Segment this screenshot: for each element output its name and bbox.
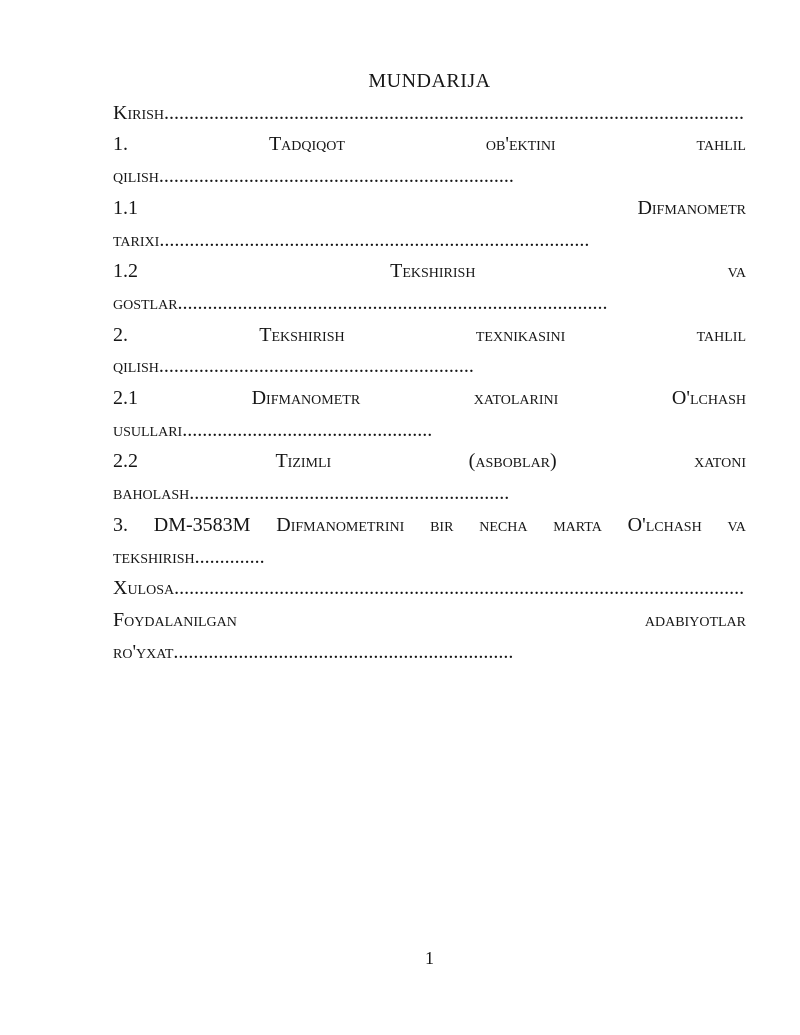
toc-entry bbox=[113, 510, 746, 573]
toc-entry-line: tarixi...................................................................................... bbox=[113, 228, 590, 251]
toc-word: Tadqiqot bbox=[268, 133, 345, 156]
toc-entry bbox=[113, 446, 746, 509]
toc-word: Tekshirish bbox=[390, 260, 476, 283]
toc-word: bir bbox=[430, 513, 454, 536]
toc-entry bbox=[113, 605, 746, 668]
toc-entry bbox=[113, 129, 746, 192]
toc-word: Difmanometr bbox=[637, 196, 746, 219]
toc-entry-line bbox=[113, 383, 746, 415]
toc-word: 1. bbox=[113, 133, 128, 156]
toc-word: xatolarini bbox=[473, 387, 559, 410]
toc-entry-line bbox=[113, 193, 746, 225]
page-title: MUNDARIJA bbox=[368, 70, 491, 92]
toc-entry-line: baholash................................................................ bbox=[113, 482, 510, 505]
toc-entry-line bbox=[113, 320, 746, 352]
toc-word: necha bbox=[479, 513, 528, 536]
toc-list bbox=[113, 98, 746, 669]
toc-entry-line bbox=[113, 256, 746, 288]
toc-entry-line bbox=[113, 129, 746, 161]
toc-word: xatoni bbox=[694, 450, 746, 473]
toc-word: Tekshirish bbox=[259, 323, 345, 346]
toc-word: Difmanometrini bbox=[276, 513, 405, 536]
toc-entry-line bbox=[113, 446, 746, 478]
toc-word: O'lchash bbox=[627, 513, 702, 536]
toc-word: Difmanometr bbox=[251, 387, 361, 410]
toc-word: tahlil bbox=[696, 133, 746, 156]
toc-entry bbox=[113, 320, 746, 383]
toc-word: 2.2 bbox=[113, 450, 138, 473]
toc-word: 1.2 bbox=[113, 260, 138, 283]
toc-word: 2. bbox=[113, 323, 128, 346]
toc-entry-line: qilish............................................................... bbox=[113, 355, 474, 378]
toc-entry-line: gostlar...................................................................................... bbox=[113, 291, 608, 314]
toc-word: 3. bbox=[113, 513, 128, 536]
toc-entry-line: usullari.................................................. bbox=[113, 418, 433, 441]
toc-entry-line bbox=[113, 605, 746, 637]
toc-entry bbox=[113, 98, 746, 130]
document-content bbox=[113, 66, 746, 668]
toc-word: texnikasini bbox=[475, 323, 566, 346]
toc-word: va bbox=[727, 260, 746, 283]
toc-entry bbox=[113, 256, 746, 319]
toc-entry bbox=[113, 573, 746, 605]
toc-word: 1.1 bbox=[113, 196, 138, 219]
toc-word: (asboblar) bbox=[468, 450, 557, 473]
toc-entry-line: Xulosa.................................................................................................................. bbox=[113, 577, 745, 600]
toc-entry-line: ro'yxat.................................................................... bbox=[113, 640, 514, 663]
toc-word: tahlil bbox=[696, 323, 746, 346]
toc-word: 2.1 bbox=[113, 387, 138, 410]
toc-entry-line: qilish....................................................................... bbox=[113, 165, 514, 188]
toc-entry-line: Kirish.................................................................................................................... bbox=[113, 101, 745, 124]
toc-word: Tizimli bbox=[275, 450, 332, 473]
toc-word: O'lchash bbox=[671, 387, 746, 410]
toc-word: Foydalanilgan bbox=[113, 608, 237, 631]
toc-word: adabiyotlar bbox=[644, 608, 746, 631]
toc-word: DM-3583M bbox=[153, 513, 251, 536]
toc-word: va bbox=[727, 513, 746, 536]
page-number: 1 bbox=[425, 948, 434, 968]
toc-word: ob'ektini bbox=[485, 133, 556, 156]
toc-entry bbox=[113, 193, 746, 256]
toc-word: marta bbox=[553, 513, 602, 536]
toc-entry-line: tekshirish.............. bbox=[113, 545, 265, 568]
toc-entry-line bbox=[113, 510, 746, 542]
toc-entry bbox=[113, 383, 746, 446]
